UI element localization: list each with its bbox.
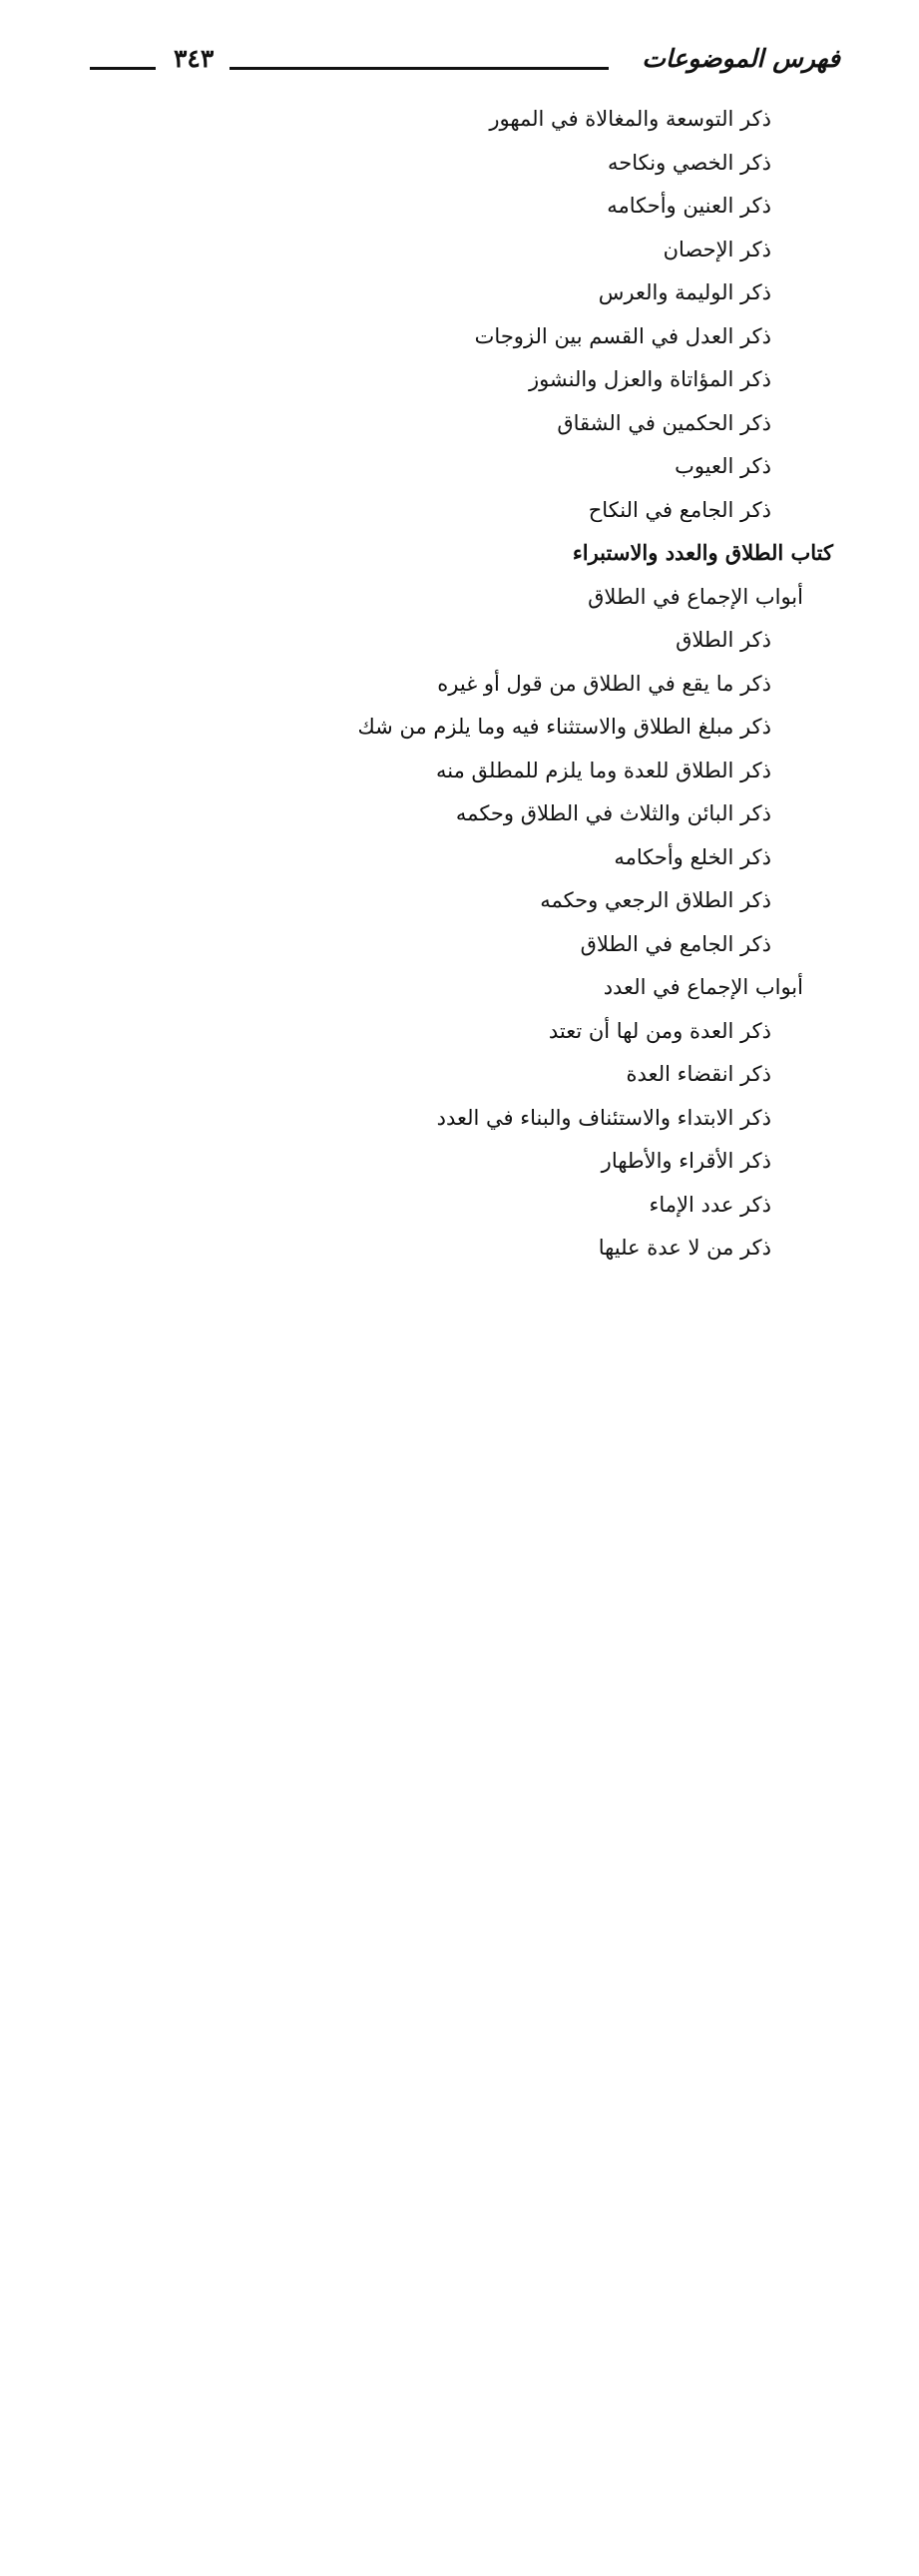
toc-entry-title: ذكر المؤاتاة والعزل والنشوز bbox=[528, 367, 771, 391]
toc-entry bbox=[97, 1139, 833, 1183]
toc-entry bbox=[97, 141, 833, 185]
toc-entry bbox=[97, 922, 833, 966]
toc-entry-title: ذكر الطلاق الرجعي وحكمه bbox=[540, 888, 771, 912]
toc-entry bbox=[97, 270, 833, 314]
toc-entry-title: ذكر الأقراء والأطهار bbox=[601, 1149, 771, 1173]
toc-entry bbox=[97, 835, 833, 879]
toc-book-heading bbox=[97, 531, 833, 575]
running-title: فهرس الموضوعات bbox=[642, 44, 840, 73]
page-number: ٣٤٣ bbox=[174, 44, 215, 73]
toc-entry bbox=[97, 97, 833, 141]
toc-entry-page bbox=[0, 1226, 575, 2576]
toc-entry-title: ذكر الإحصان bbox=[663, 237, 771, 261]
toc-entry bbox=[97, 1052, 833, 1096]
toc-entry bbox=[97, 1183, 833, 1227]
toc-entry-title: ذكر ما يقع في الطلاق من قول أو غيره bbox=[437, 671, 771, 696]
toc-entry-title: ذكر انقضاء العدة bbox=[626, 1062, 771, 1086]
page-header bbox=[90, 40, 840, 90]
toc-entry bbox=[97, 618, 833, 662]
toc-entry-title: ذكر من لا عدة عليها bbox=[598, 1236, 771, 1260]
toc-entry-title: ذكر الحكمين في الشقاق bbox=[557, 410, 771, 435]
toc-entry-title: ذكر العيوب bbox=[675, 454, 771, 478]
toc-entry-title: ذكر العدل في القسم بين الزوجات bbox=[474, 323, 771, 348]
toc-entry-title: ذكر عدد الإماء bbox=[649, 1192, 771, 1217]
toc-entry bbox=[97, 1009, 833, 1053]
toc-entry bbox=[97, 357, 833, 401]
table-of-contents bbox=[97, 97, 833, 1270]
toc-entry-title: ذكر العدة ومن لها أن تعتد bbox=[548, 1018, 771, 1043]
toc-entry bbox=[97, 878, 833, 922]
header-rule-left bbox=[90, 67, 156, 70]
toc-entry-title: أبواب الإجماع في الطلاق bbox=[588, 584, 803, 609]
toc-entry-title: ذكر البائن والثلاث في الطلاق وحكمه bbox=[455, 801, 771, 825]
toc-entry-title: ذكر التوسعة والمغالاة في المهور bbox=[489, 107, 771, 131]
toc-entry-title: ذكر مبلغ الطلاق والاستثناء فيه وما يلزم من شك bbox=[357, 715, 771, 739]
toc-entry-title: ذكر الطلاق bbox=[676, 628, 771, 652]
toc-entry-title: كتاب الطلاق والعدد والاستبراء bbox=[572, 540, 833, 565]
toc-entry-title: ذكر الطلاق للعدة وما يلزم للمطلق منه bbox=[436, 758, 771, 782]
toc-section-heading bbox=[97, 965, 833, 1009]
toc-entry bbox=[97, 184, 833, 228]
toc-entry-title: ذكر العنين وأحكامه bbox=[607, 194, 771, 218]
toc-entry-title: ذكر الجامع في الطلاق bbox=[580, 931, 771, 956]
toc-entry bbox=[97, 228, 833, 271]
toc-section-heading bbox=[97, 575, 833, 619]
toc-entry bbox=[97, 444, 833, 488]
toc-entry-title: ذكر الخلع وأحكامه bbox=[614, 844, 771, 869]
header-rule-middle bbox=[230, 67, 609, 70]
toc-entry bbox=[97, 401, 833, 445]
toc-entry-title: ذكر الجامع في النكاح bbox=[588, 497, 771, 522]
toc-entry bbox=[97, 1226, 833, 1270]
toc-entry-title: أبواب الإجماع في العدد bbox=[603, 975, 803, 999]
toc-entry-title: ذكر الابتداء والاستئناف والبناء في العدد bbox=[436, 1105, 771, 1130]
toc-entry-title: ذكر الوليمة والعرس bbox=[598, 280, 771, 304]
toc-entry bbox=[97, 488, 833, 532]
toc-entry-title: ذكر الخصي ونكاحه bbox=[607, 150, 771, 175]
